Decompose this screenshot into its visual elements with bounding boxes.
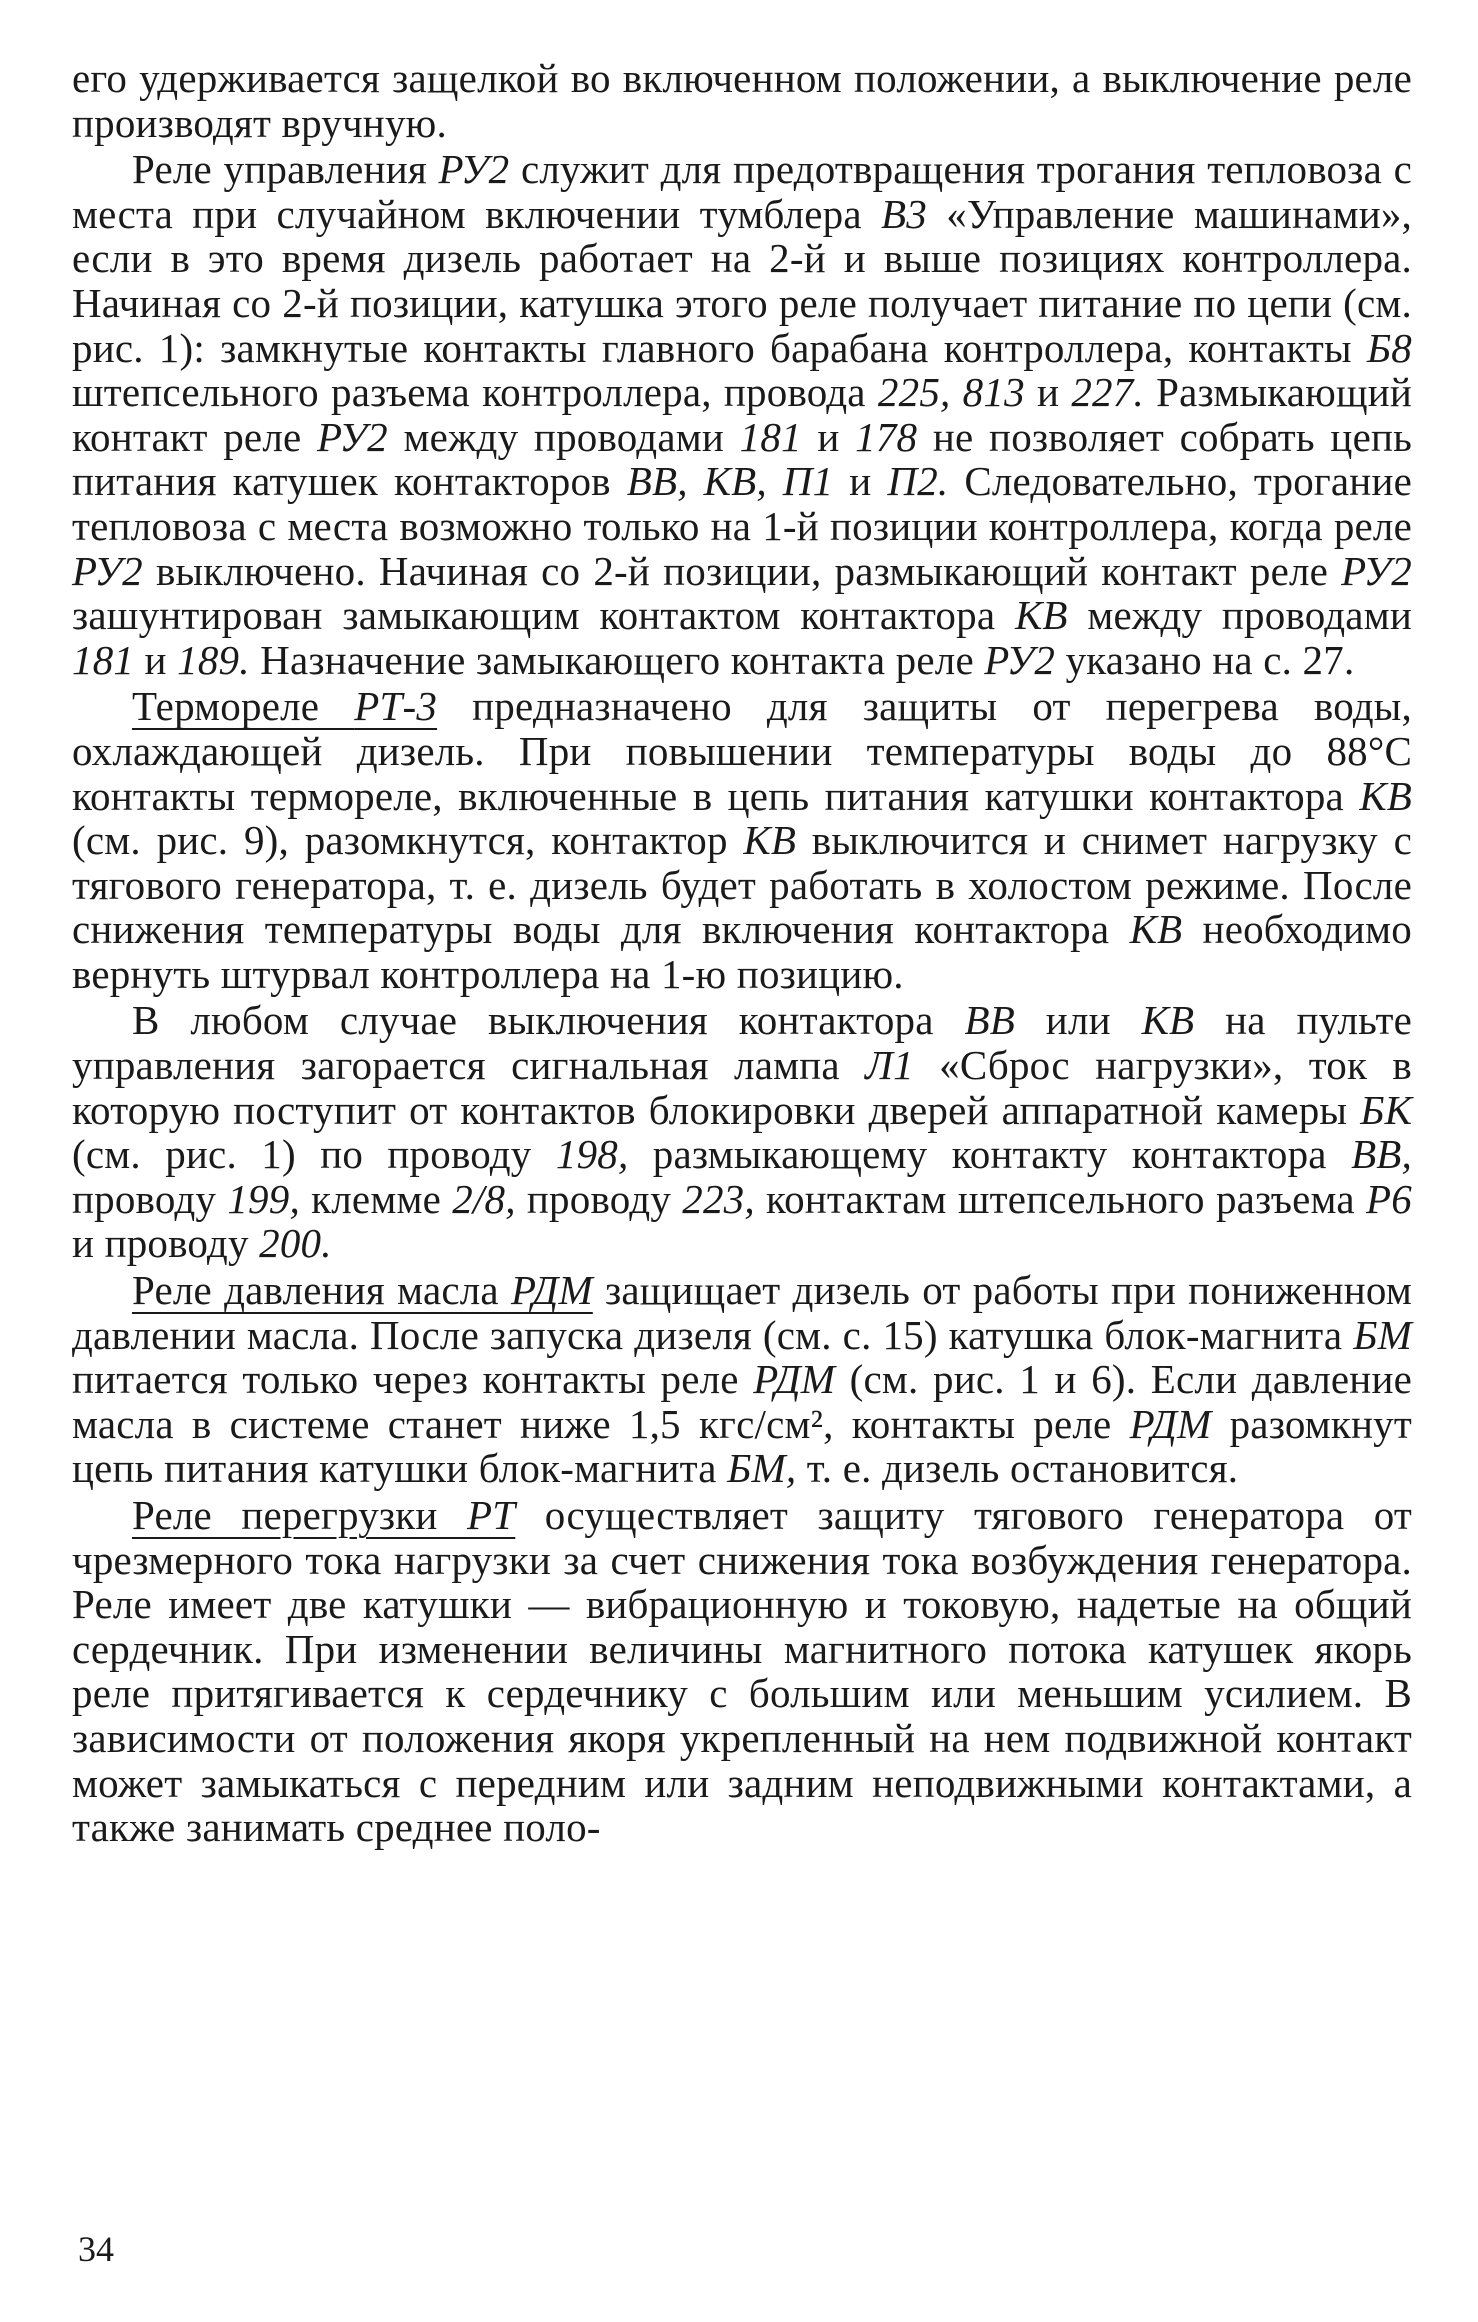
italic-term: ВВ, xyxy=(1351,1131,1413,1178)
paragraph-thermal-relay xyxy=(72,684,1412,996)
italic-term: БМ, xyxy=(727,1445,797,1492)
text-run: клемме xyxy=(299,1175,453,1222)
paragraph-overload-relay xyxy=(72,1493,1412,1850)
italic-term: 181 xyxy=(739,413,802,460)
text-run: (см. рис. 1 и 6). Если давление масла в системе станет ниже 1,5 кгс/см², контакты реле xyxy=(72,1356,1412,1447)
italic-term: Б8 xyxy=(1366,324,1412,371)
text-run: зашунтирован замыкающим контактом контактора xyxy=(72,592,1015,639)
italic-term: КВ xyxy=(1141,997,1195,1044)
italic-term: РУ2 xyxy=(984,636,1056,683)
paragraph-signal-lamp xyxy=(72,998,1412,1266)
italic-term: 2/8, xyxy=(452,1175,516,1222)
italic-term: ВВ xyxy=(964,997,1015,1044)
paragraph-latch-continuation xyxy=(72,56,1412,145)
text-run: Следовательно, трогание тепловоза с места возможно только на 1-й позиции контроллера, когда реле xyxy=(72,458,1412,549)
italic-term: 200. xyxy=(259,1220,332,1267)
text-run: необходимо вернуть штурвал контроллера на 1-ю позицию. xyxy=(72,906,1412,997)
text-run: между проводами xyxy=(1067,592,1412,639)
italic-term: РТ xyxy=(467,1492,516,1538)
text-run: т. е. дизель остановится. xyxy=(796,1445,1239,1492)
italic-term: КВ xyxy=(1359,772,1412,819)
italic-term: 223, xyxy=(682,1175,755,1222)
text-run: на пульте управления загорается сигнальная лампа xyxy=(72,997,1413,1089)
text-run: Назначение замыкающего контакта реле xyxy=(249,636,985,683)
italic-term: РДМ xyxy=(753,1356,836,1403)
text-run: выключено. Начиная со 2-й позиции, размыкающий контакт реле xyxy=(142,547,1342,594)
italic-term: РДМ xyxy=(510,1267,593,1314)
text-run: «Управление машинами», если в это время дизель работает на 2-й и выше позициях контроллера. Начиная со 2-й позиции, катушка этого реле получает питание по цепи (см. рис. 1): замкнутые контакты главного барабана контроллера, контакты xyxy=(72,190,1413,371)
text-run: контактам штепсельного разъема xyxy=(754,1175,1367,1222)
text-run: его удерживается защелкой во включенном положении, а выключение реле производят вручную. xyxy=(72,55,1412,146)
italic-term: 225, 813 xyxy=(877,369,1025,416)
underlined-term: Термореле xyxy=(132,683,355,730)
italic-term: 178 xyxy=(855,413,918,460)
text-run: не позволяет собрать цепь питания катушек контакторов xyxy=(72,413,1413,505)
underlined-term: Реле перегрузки xyxy=(132,1492,468,1538)
italic-term: РДМ xyxy=(1129,1400,1212,1447)
paragraph-oil-pressure-relay xyxy=(72,1268,1412,1491)
text-run: предназначено для защиты от перегрева воды, охлаждающей дизель. При повышении температуры воды до 88°С контакты термореле, включенные в цепь питания катушки контактора xyxy=(72,683,1412,819)
italic-term: КВ xyxy=(1129,906,1183,953)
text-run: штепсельного разъема контроллера, провода xyxy=(72,369,878,416)
italic-term: П2. xyxy=(887,458,949,505)
text-run: и xyxy=(1024,369,1072,416)
text-run: В любом случае выключения контактора xyxy=(132,997,965,1044)
italic-term: РУ2 xyxy=(72,547,143,594)
italic-term: БК xyxy=(1360,1086,1412,1133)
text-run: Реле управления xyxy=(132,146,439,193)
text-run: Размыкающий контакт реле xyxy=(72,369,1412,460)
text-run: служит для предотвращения трогания тепловоза с места при случайном включении тумблера xyxy=(72,146,1412,237)
underlined-term: Реле давления масла xyxy=(132,1267,511,1314)
text-run: проводу xyxy=(515,1175,683,1222)
italic-term: КВ xyxy=(1014,592,1068,639)
text-run: между проводами xyxy=(387,413,740,460)
text-run: и xyxy=(833,458,888,505)
text-run: размыкающему контакту контактора xyxy=(628,1131,1352,1178)
text-run: выключится и снимет нагрузку с тягового генератора, т. е. дизель будет работать в холостом режиме. После снижения температуры воды для включения контактора xyxy=(72,817,1412,953)
italic-term: Л1 xyxy=(865,1042,914,1089)
italic-term: 198, xyxy=(555,1131,629,1178)
text-run: указано на с. 27. xyxy=(1055,636,1355,683)
italic-term: 227. xyxy=(1071,369,1144,416)
text-run: защищает дизель от работы при пониженном давлении масла. После запуска дизеля (см. с. 15) катушка блок-магнита xyxy=(72,1267,1412,1358)
text-run: питается только через контакты реле xyxy=(72,1356,754,1403)
italic-term: КВ xyxy=(743,817,797,864)
text-run: осуществляет защиту тягового генератора от чрезмерного тока нагрузки за счет снижения тока возбуждения генератора. Реле имеет две катушки — вибрационную и токовую, надетые на общий сердечник. При изменении величины магнитного потока катушек якорь реле притягивается к сердечнику с большим или меньшим усилием. В зависимости от положения якоря укрепленный на нем подвижной контакт может замыкаться с передним или задним неподвижными контактами, а также занимать среднее поло- xyxy=(72,1492,1412,1851)
italic-term: 181 xyxy=(72,636,135,683)
text-run: или xyxy=(1014,997,1142,1044)
italic-term: 199, xyxy=(227,1175,300,1222)
italic-term: ВВ, КВ, П1 xyxy=(626,458,834,505)
italic-term: В3 xyxy=(881,190,927,237)
text-run: и проводу xyxy=(72,1220,260,1267)
italic-term: БМ xyxy=(1353,1311,1412,1358)
text-run: разомкнут цепь питания катушки блок-магнита xyxy=(72,1400,1412,1492)
italic-term: РТ-3 xyxy=(354,683,438,730)
italic-term: РУ2 xyxy=(317,413,388,460)
page-number: 34 xyxy=(78,2229,114,2269)
italic-term: 189. xyxy=(177,636,250,683)
text-run: «Сброс нагрузки», ток в которую поступит от контактов блокировки дверей аппаратной камеры xyxy=(72,1042,1412,1133)
italic-term: РУ2 xyxy=(1341,547,1412,594)
page-body xyxy=(72,56,1412,1850)
text-run: проводу xyxy=(72,1175,228,1222)
text-run: (см. рис. 1) по проводу xyxy=(72,1131,556,1178)
italic-term: Р6 xyxy=(1366,1175,1412,1222)
text-run: и xyxy=(801,413,856,460)
italic-term: РУ2 xyxy=(438,146,510,193)
paragraph-relay-ru2 xyxy=(72,147,1412,682)
text-run: (см. рис. 9), разомкнутся, контактор xyxy=(72,817,744,864)
text-run: и xyxy=(134,636,178,683)
